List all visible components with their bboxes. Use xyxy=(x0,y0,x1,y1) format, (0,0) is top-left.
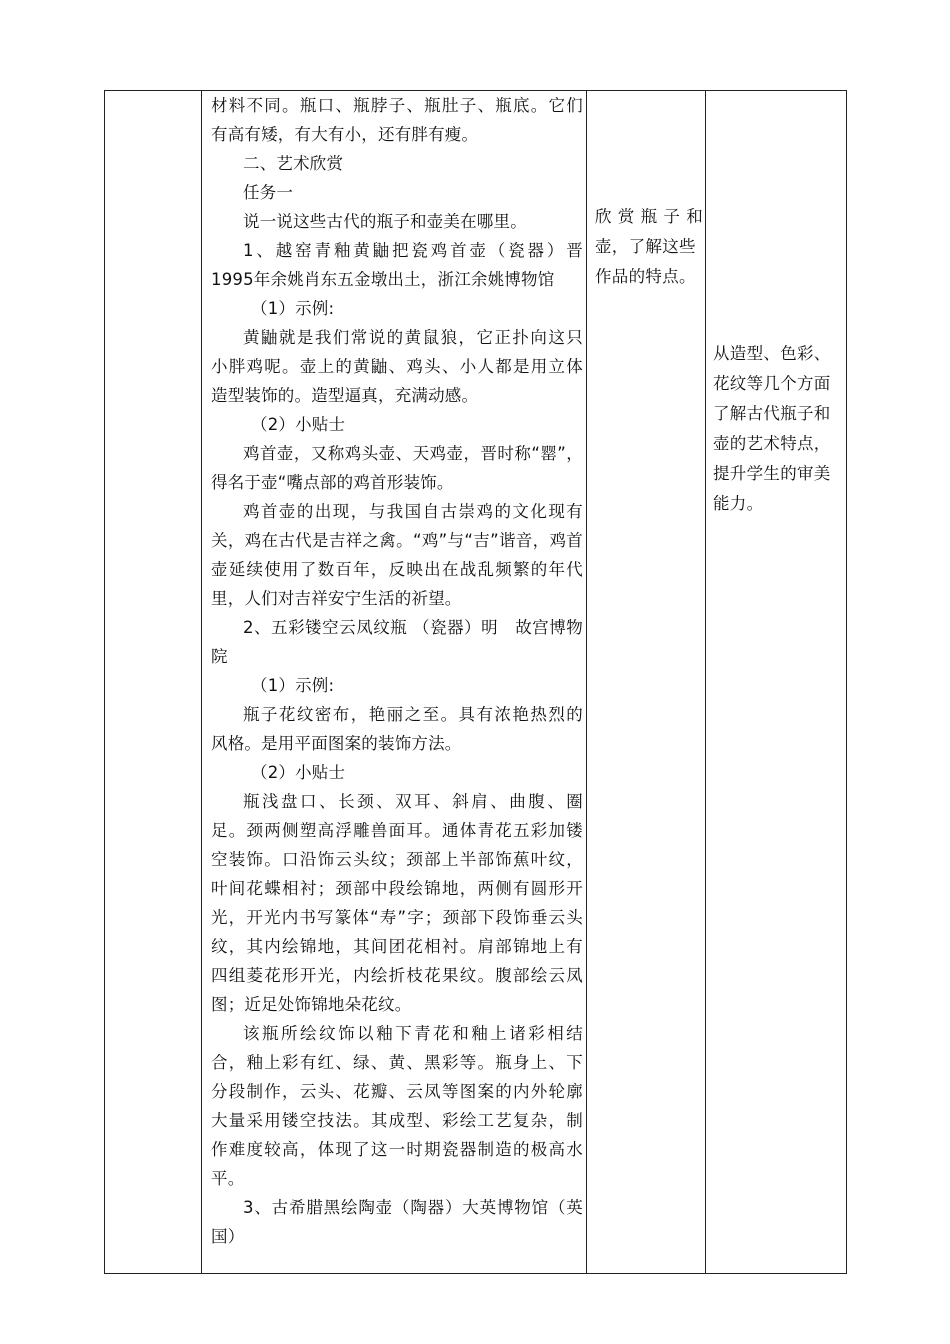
content-line: 小胖鸡呢。壶上的黄鼬、鸡头、小人都是用立体 xyxy=(211,357,583,376)
content-line: 鸡首壶，又称鸡头壶、天鸡壶，晋时称“罂”， xyxy=(243,444,583,463)
content-line: 有高有矮，有大有小，还有胖有瘦。 xyxy=(211,125,479,144)
intent-line: 壶的艺术特点， xyxy=(713,434,831,453)
activity-line: 欣赏瓶子和 xyxy=(595,207,703,226)
content-line: 院 xyxy=(211,647,228,666)
content-line: 纹，其内绘锦地，其间团花相衬。肩部锦地上有 xyxy=(211,937,583,956)
content-line: 光，开光内书写篆体“寿”字；颈部下段饰垂云头 xyxy=(211,908,583,927)
content-line: 分段制作，云头、花瓣、云凤等图案的内外轮廓 xyxy=(211,1082,583,1101)
lesson-table xyxy=(104,90,847,1274)
subheading: （2）小贴士 xyxy=(251,763,346,782)
content-line: 合，釉上彩有红、绿、黄、黑彩等。瓶身上、下 xyxy=(211,1053,583,1072)
activity-line: 作品的特点。 xyxy=(595,267,696,286)
task-heading: 任务一 xyxy=(243,183,294,202)
content-line: 足。颈两侧塑高浮雕兽面耳。通体青花五彩加镂 xyxy=(211,821,583,840)
content-line: 鸡首壶的出现，与我国自古崇鸡的文化现有 xyxy=(243,502,583,521)
artwork-title: 2、五彩镂空云凤纹瓶 （瓷器）明 故宫博物 xyxy=(243,618,583,637)
intent-line: 提升学生的审美 xyxy=(713,464,831,483)
artwork-title: 3、古希腊黑绘陶壶（陶器）大英博物馆（英 xyxy=(243,1198,583,1217)
content-line: 黄鼬就是我们常说的黄鼠狼，它正扑向这只 xyxy=(243,328,583,347)
content-line: 平。 xyxy=(211,1169,245,1188)
content-line: 大量采用镂空技法。其成型、彩绘工艺复杂，制 xyxy=(211,1111,583,1130)
activity-line: 壶，了解这些 xyxy=(595,237,696,256)
content-line: 叶间花蝶相衬；颈部中段绘锦地，两侧有圆形开 xyxy=(211,879,583,898)
content-line: 得名于壶“嘴点部的鸡首形装饰。 xyxy=(211,473,454,492)
content-line: 说一说这些古代的瓶子和壶美在哪里。 xyxy=(243,212,527,231)
content-line: 空装饰。口沿饰云头纹；颈部上半部饰蕉叶纹， xyxy=(211,850,583,869)
subheading: （1）示例: xyxy=(251,676,335,695)
column-divider xyxy=(201,91,202,1273)
intent-line: 从造型、色彩、 xyxy=(713,344,831,363)
teaching-content-cell xyxy=(211,91,583,1251)
subheading: （2）小贴士 xyxy=(251,415,346,434)
column-divider xyxy=(705,91,706,1273)
content-line: 里，人们对吉祥安宁生活的祈望。 xyxy=(211,589,462,608)
content-line: 造型装饰的。造型逼真，充满动感。 xyxy=(211,386,479,405)
content-line: 壶延续使用了数百年，反映出在战乱频繁的年代 xyxy=(211,560,583,579)
subheading: （1）示例: xyxy=(251,299,335,318)
artwork-title: 1、越窑青釉黄鼬把瓷鸡首壶（瓷器）晋 xyxy=(243,241,583,260)
content-line: 图；近足处饰锦地朵花纹。 xyxy=(211,995,412,1014)
content-line: 该瓶所绘纹饰以釉下青花和釉上诸彩相结 xyxy=(243,1024,583,1043)
content-line: 四组菱花形开光，内绘折枝花果纹。腹部绘云凤 xyxy=(211,966,583,985)
intent-line: 花纹等几个方面 xyxy=(713,374,831,393)
column-divider xyxy=(586,91,587,1273)
content-line: 关，鸡在古代是吉祥之禽。“鸡”与“吉”谐音，鸡首 xyxy=(211,531,583,550)
intent-line: 了解古代瓶子和 xyxy=(713,404,831,423)
content-line: 瓶子花纹密布，艳丽之至。具有浓艳热烈的 xyxy=(243,705,583,724)
content-line: 风格。是用平面图案的装饰方法。 xyxy=(211,734,462,753)
content-line: 作难度较高，体现了这一时期瓷器制造的极高水 xyxy=(211,1140,583,1159)
content-line: 瓶浅盘口、长颈、双耳、斜肩、曲腹、圈 xyxy=(243,792,583,811)
content-line: 材料不同。瓶口、瓶脖子、瓶肚子、瓶底。它们 xyxy=(211,96,583,115)
section-heading: 二、艺术欣赏 xyxy=(243,154,344,173)
student-activity-cell xyxy=(595,202,703,292)
content-line: 1995年余姚肖东五金墩出土，浙江余姚博物馆 xyxy=(211,270,555,289)
content-line: 国） xyxy=(211,1227,245,1246)
intent-line: 能力。 xyxy=(713,494,764,513)
design-intent-cell xyxy=(713,339,841,519)
